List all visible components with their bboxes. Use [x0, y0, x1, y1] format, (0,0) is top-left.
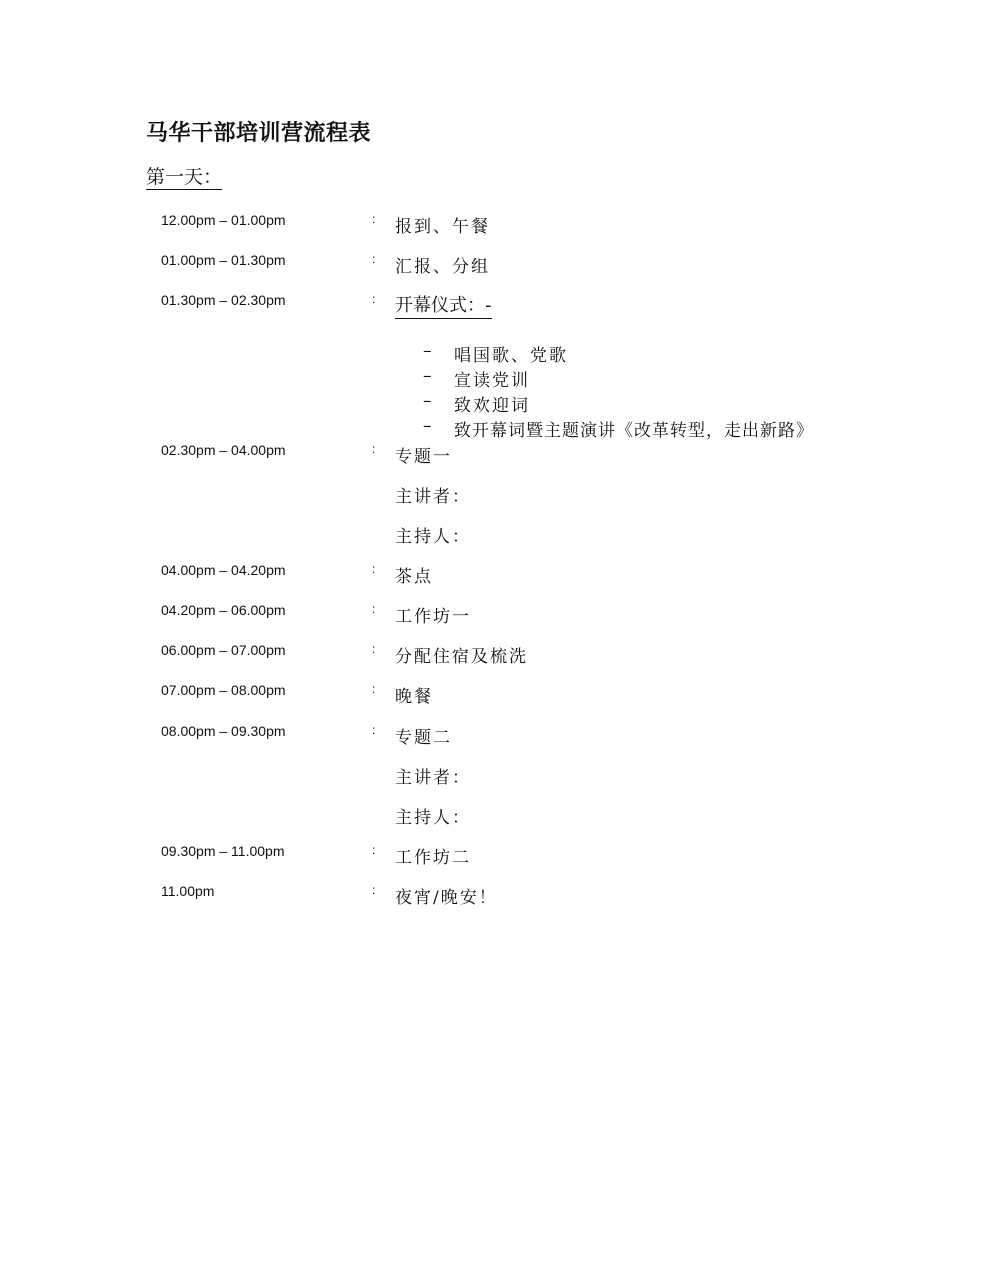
schedule-activity: 专题二	[395, 728, 452, 748]
colon-separator: :	[372, 602, 376, 616]
document-title: 马华干部培训营流程表	[146, 121, 372, 146]
opening-ceremony-heading: 开幕仪式：-	[395, 295, 492, 319]
colon-separator: :	[372, 442, 376, 456]
ceremony-item: 致开幕词暨主题演讲《改革转型，走出新路》	[454, 421, 814, 441]
speaker-label: 主讲者：	[395, 768, 471, 788]
colon-separator: :	[372, 562, 376, 576]
schedule-activity: 晚餐	[395, 687, 433, 707]
colon-separator: :	[372, 212, 376, 226]
ceremony-bullet: –	[423, 416, 432, 436]
colon-separator: :	[372, 883, 376, 897]
schedule-time: 02.30pm – 04.00pm	[161, 442, 286, 458]
ceremony-bullet: –	[423, 366, 432, 386]
schedule-time: 07.00pm – 08.00pm	[161, 682, 286, 698]
colon-separator: :	[372, 723, 376, 737]
schedule-time: 09.30pm – 11.00pm	[161, 843, 285, 859]
schedule-time: 01.30pm – 02.30pm	[161, 292, 286, 308]
schedule-time: 04.20pm – 06.00pm	[161, 602, 286, 618]
ceremony-bullet: –	[423, 341, 432, 361]
schedule-time: 04.00pm – 04.20pm	[161, 562, 286, 578]
host-label: 主持人：	[395, 527, 471, 547]
schedule-time: 06.00pm – 07.00pm	[161, 642, 286, 658]
schedule-time: 11.00pm	[161, 883, 215, 899]
schedule-time: 01.00pm – 01.30pm	[161, 252, 286, 268]
colon-separator: :	[372, 292, 376, 306]
schedule-activity: 分配住宿及梳洗	[395, 647, 528, 667]
day-heading: 第一天：	[146, 166, 223, 188]
ceremony-item: 唱国歌、党歌	[454, 346, 568, 366]
schedule-time: 12.00pm – 01.00pm	[161, 212, 286, 228]
ceremony-item: 致欢迎词	[454, 396, 530, 416]
ceremony-item: 宣读党训	[454, 371, 530, 391]
colon-separator: :	[372, 682, 376, 696]
host-label: 主持人：	[395, 808, 471, 828]
colon-separator: :	[372, 843, 376, 857]
schedule-activity: 夜宵/晚安！	[395, 888, 498, 908]
ceremony-bullet: –	[423, 391, 432, 411]
colon-separator: :	[372, 252, 376, 266]
schedule-activity: 工作坊二	[395, 848, 471, 868]
schedule-time: 08.00pm – 09.30pm	[161, 723, 286, 739]
speaker-label: 主讲者：	[395, 487, 471, 507]
schedule-activity: 汇报、分组	[395, 257, 490, 277]
colon-separator: :	[372, 642, 376, 656]
schedule-activity: 茶点	[395, 567, 433, 587]
schedule-activity: 专题一	[395, 447, 452, 467]
schedule-activity: 报到、午餐	[395, 217, 490, 237]
schedule-activity: 工作坊一	[395, 607, 471, 627]
